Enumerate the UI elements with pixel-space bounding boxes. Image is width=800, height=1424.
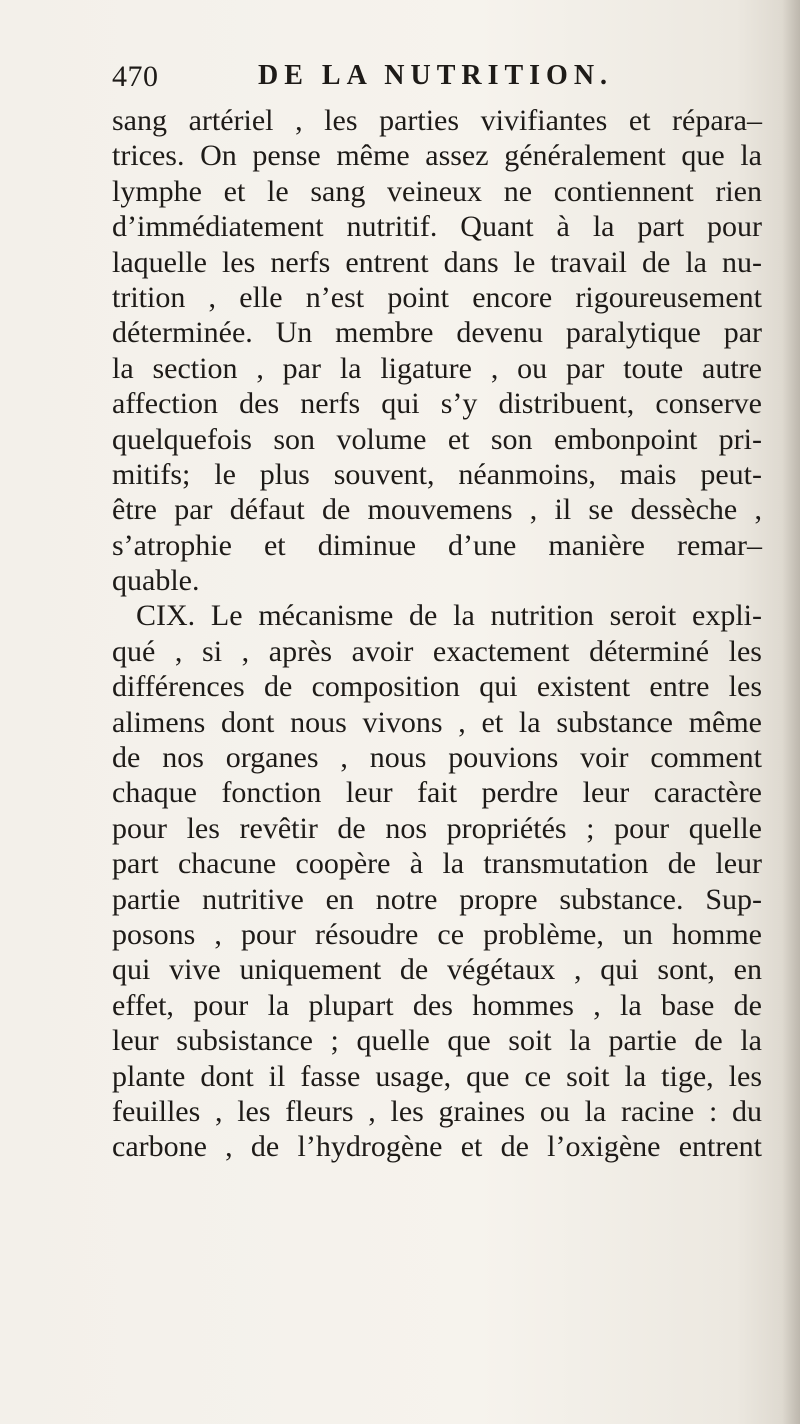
text-line: alimens dont nous vivons , et la substance même <box>112 705 762 739</box>
text-line: qué , si , après avoir exactement déterminé les <box>112 634 762 668</box>
text-line: pour les revêtir de nos propriétés ; pour quelle <box>112 811 762 845</box>
text-line: sang artériel , les parties vivifiantes et répara– <box>112 104 762 137</box>
text-line: plante dont il fasse usage, que ce soit la tige, les <box>112 1059 762 1093</box>
text-line: feuilles , les fleurs , les graines ou la racine : du <box>112 1094 762 1128</box>
text-line: être par défaut de mouvemens , il se dessèche , <box>112 493 762 527</box>
text-line: qui vive uniquement de végétaux , qui sont, en <box>112 953 762 987</box>
text-line: de nos organes , nous pouvions voir comment <box>112 741 762 775</box>
text-line: déterminée. Un membre devenu paralytique par <box>112 316 762 350</box>
text-line: différences de composition qui existent entre les <box>112 670 762 704</box>
running-title: DE LA NUTRITION. <box>258 60 614 91</box>
running-head <box>112 60 752 100</box>
text-line: trition , elle n’est point encore rigoureusement <box>112 280 762 314</box>
text-line: laquelle les nerfs entrent dans le travail de la nu- <box>112 245 762 279</box>
text-line: d’immédiatement nutritif. Quant à la part pour <box>112 210 762 244</box>
text-line: carbone , de l’hydrogène et de l’oxigène entrent <box>112 1130 762 1164</box>
text-line: chaque fonction leur fait perdre leur caractère <box>112 776 762 810</box>
body-text <box>112 103 762 1165</box>
text-line: trices. On pense même assez généralement que la <box>112 139 762 173</box>
text-line: lymphe et le sang veineux ne contiennent rien <box>112 174 762 208</box>
text-line: partie nutritive en notre propre substance. Sup- <box>112 882 762 916</box>
text-line: quable. <box>112 564 200 598</box>
paragraph-start-line: CIX. Le mécanisme de la nutrition seroit expli- <box>136 599 762 633</box>
page-number: 470 <box>112 60 159 93</box>
text-line: affection des nerfs qui s’y distribuent, conserve <box>112 387 762 421</box>
text-line: s’atrophie et diminue d’une manière remar– <box>112 528 762 562</box>
text-line: mitifs; le plus souvent, néanmoins, mais peut- <box>112 457 762 491</box>
text-line: quelquefois son volume et son embonpoint pri- <box>112 422 762 456</box>
text-line: effet, pour la plupart des hommes , la base de <box>112 988 762 1022</box>
text-line: la section , par la ligature , ou par toute autre <box>112 351 762 385</box>
text-line: posons , pour résoudre ce problème, un homme <box>112 917 762 951</box>
page-edge-shadow <box>782 0 800 1424</box>
text-line: part chacune coopère à la transmutation de leur <box>112 847 762 881</box>
text-line: leur subsistance ; quelle que soit la partie de la <box>112 1024 762 1058</box>
